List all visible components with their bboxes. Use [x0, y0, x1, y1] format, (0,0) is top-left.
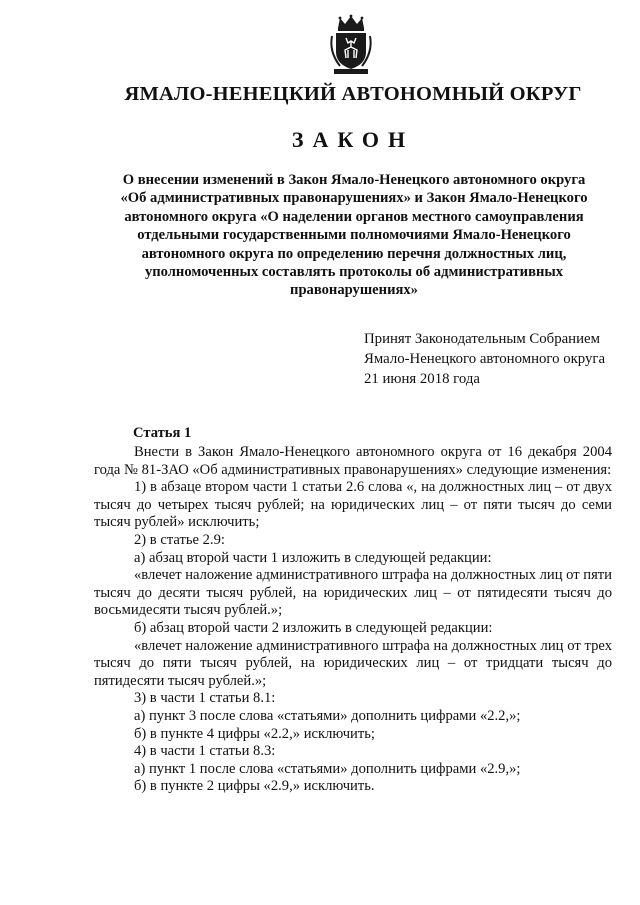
law-title-line: О внесении изменений в Закон Ямало-Ненецкого автономного округа	[122, 172, 586, 188]
article-paragraph: 2) в статье 2.9:	[134, 531, 225, 548]
law-title-line: отдельными государственными полномочиями Ямало-Ненецкого	[137, 227, 571, 244]
article-paragraph: б) в пункте 2 цифры «2.9,» исключить.	[134, 778, 375, 795]
region-heading: ЯМАЛО-НЕНЕЦКИЙ АВТОНОМНЫЙ ОКРУГ	[124, 83, 582, 105]
article-paragraph: «влечет наложение административного штрафа на должностных лиц от трех тысяч до пяти тысяч рублей, на юридических лиц – от тридцати тысяч до пятидесяти тысяч рублей.»;	[94, 637, 612, 689]
law-title-line: автономного округа «О наделении органов местного самоуправления	[124, 208, 584, 225]
yanao-coat-of-arms-icon	[326, 14, 376, 76]
law-title	[108, 171, 600, 300]
law-title-line: правонарушениях»	[290, 282, 418, 299]
adoption-block	[364, 329, 605, 389]
adoption-date: 21 июня 2018 года	[364, 371, 480, 387]
article-heading: Статья 1	[133, 425, 192, 441]
article-paragraph: а) пункт 3 после слова «статьями» дополнить цифрами «2.2,»;	[134, 707, 521, 724]
law-title-line: «Об административных правонарушениях» и Закон Ямало-Ненецкого	[120, 190, 588, 207]
article-body	[94, 444, 612, 796]
article-paragraph: а) абзац второй части 1 изложить в следующей редакции:	[134, 549, 492, 566]
law-title-line: автономного округа по определению перечня должностных лиц,	[141, 245, 567, 262]
adoption-line: Ямало-Ненецкого автономного округа	[364, 351, 606, 367]
article-paragraph: 3) в части 1 статьи 8.1:	[134, 690, 276, 707]
adoption-line: Принят Законодательным Собранием	[364, 331, 600, 347]
document-type-heading: ЗАКОН	[291, 127, 415, 152]
article-paragraph: а) пункт 1 после слова «статьями» дополнить цифрами «2.9,»;	[134, 760, 521, 777]
article-paragraph: 1) в абзаце втором части 1 статьи 2.6 слова «, на должностных лиц – от двух тысяч до четырех тысяч рублей; на юридических лиц – от пяти тысяч до семи тысяч рублей» исключить;	[94, 479, 612, 531]
article-paragraph: 4) в части 1 статьи 8.3:	[134, 743, 276, 760]
law-title-line: уполномоченных составлять протоколы об административных	[144, 264, 564, 281]
article-paragraph: Внести в Закон Ямало-Ненецкого автономного округа от 16 декабря 2004 года № 81-ЗАО «Об административных правонарушениях» следующие изменения:	[94, 444, 612, 478]
article-paragraph: б) в пункте 4 цифры «2.2,» исключить;	[134, 725, 375, 742]
article-paragraph: б) абзац второй части 2 изложить в следующей редакции:	[134, 619, 493, 636]
article-paragraph: «влечет наложение административного штрафа на должностных лиц от пяти тысяч до десяти тысяч рублей, на юридических лиц – от пятидесяти тысяч до восьмидесяти тысяч рублей.»;	[94, 567, 612, 619]
